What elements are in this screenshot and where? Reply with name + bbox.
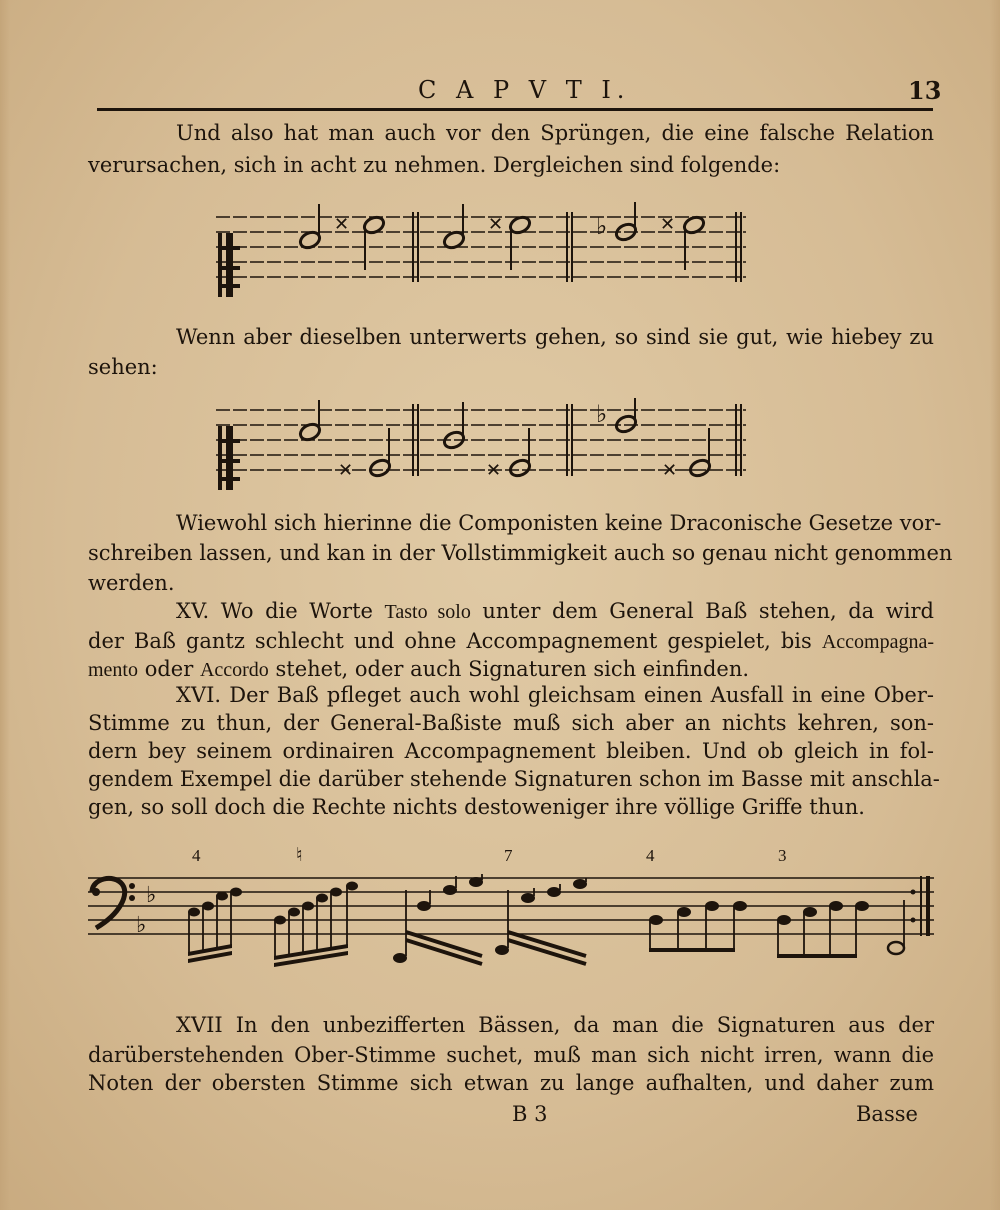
section-xvii-line [176, 1010, 934, 1040]
section-xvi-line [176, 680, 934, 710]
svg-text:♭: ♭ [146, 883, 157, 908]
page-edge-left [0, 0, 10, 1210]
text-line: gen, so soll doch die Rechte nichts destoweniger ihre völlige Griffe thun. [88, 795, 865, 819]
svg-text:✕: ✕ [334, 214, 350, 235]
page-edge-right [990, 0, 1000, 1210]
text-run: Wo die Worte [220, 599, 373, 623]
svg-text:✕: ✕ [662, 460, 678, 481]
text-run: oder [144, 657, 194, 681]
text-run: der Baß gantz schlecht und ohne Accompagnement gespielet, bis [88, 629, 812, 653]
text-line: Und also hat man auch vor den Sprüngen, die eine falsche Relation [176, 121, 934, 145]
section-number: XVII [176, 1013, 223, 1037]
figure-label: 4 [192, 846, 201, 865]
svg-text:♭: ♭ [596, 400, 608, 428]
text-line: sehen: [88, 355, 158, 379]
section-number: XVI. [176, 683, 222, 707]
text-line: darüberstehenden Ober-Stimme suchet, muß man sich nicht irren, wann die [88, 1043, 934, 1067]
text-run: In den unbezifferten Bässen, da man die Signaturen aus der [235, 1013, 934, 1037]
figure-label: 3 [778, 846, 787, 865]
text-line: Noten der obersten Stimme sich etwan zu lange aufhalten, und daher zum [88, 1071, 934, 1095]
signature-mark: B 3 [512, 1102, 548, 1126]
music-example-upward-leaps [214, 200, 754, 305]
svg-text:✕: ✕ [488, 214, 504, 235]
catchword: Basse [856, 1102, 918, 1126]
header-rule [97, 108, 933, 111]
text-run: Der Baß pfleget auch wohl gleichsam einen Ausfall in eine Ober- [229, 683, 934, 707]
text-line: Wiewohl sich hierinne die Componisten keine Draconische Gesetze vor- [176, 511, 942, 535]
svg-text:♭: ♭ [136, 913, 147, 938]
svg-text:✕: ✕ [486, 460, 502, 481]
figure-label: ♮ [296, 844, 303, 866]
section-number: XV. [176, 599, 210, 623]
text-line: schreiben lassen, und kan in der Vollstimmigkeit auch so genau nicht genommen [88, 541, 953, 565]
text-line: gendem Exempel die darüber stehende Signaturen schon im Basse mit anschla- [88, 767, 940, 791]
svg-text:♭: ♭ [596, 212, 608, 240]
latin-term: Accordo [199, 659, 269, 681]
section-xv-line [88, 626, 934, 657]
text-line: dern bey seinem ordinairen Accompagnement bleiben. Und ob gleich in fol- [88, 739, 934, 763]
text-run: stehet, oder auch Signaturen sich einfinden. [275, 657, 750, 681]
section-xv-line [176, 596, 934, 627]
music-example-downward-leaps [214, 398, 754, 498]
figure-label: 7 [504, 846, 513, 865]
text-line: verursachen, sich in acht zu nehmen. Dergleichen sind folgende: [88, 153, 781, 177]
running-header [0, 72, 1000, 106]
svg-text:✕: ✕ [660, 214, 676, 235]
latin-term: mento [88, 659, 138, 681]
text-run: unter dem General Baß stehen, da wird [482, 599, 934, 623]
chapter-title: C A P V T I. [418, 76, 631, 104]
text-line: Stimme zu thun, der General-Baßiste muß sich aber an nichts kehren, son- [88, 711, 934, 735]
latin-term: Accompagna- [821, 631, 934, 653]
svg-text:✕: ✕ [338, 460, 354, 481]
text-line: werden. [88, 571, 175, 595]
page-number: 13 [908, 76, 942, 105]
figure-label: 4 [646, 846, 655, 865]
text-line: Wenn aber dieselben unterwerts gehen, so sind sie gut, wie hiebey zu [176, 325, 934, 349]
latin-term: Tasto solo [384, 601, 471, 623]
music-example-bass-line [84, 870, 940, 980]
